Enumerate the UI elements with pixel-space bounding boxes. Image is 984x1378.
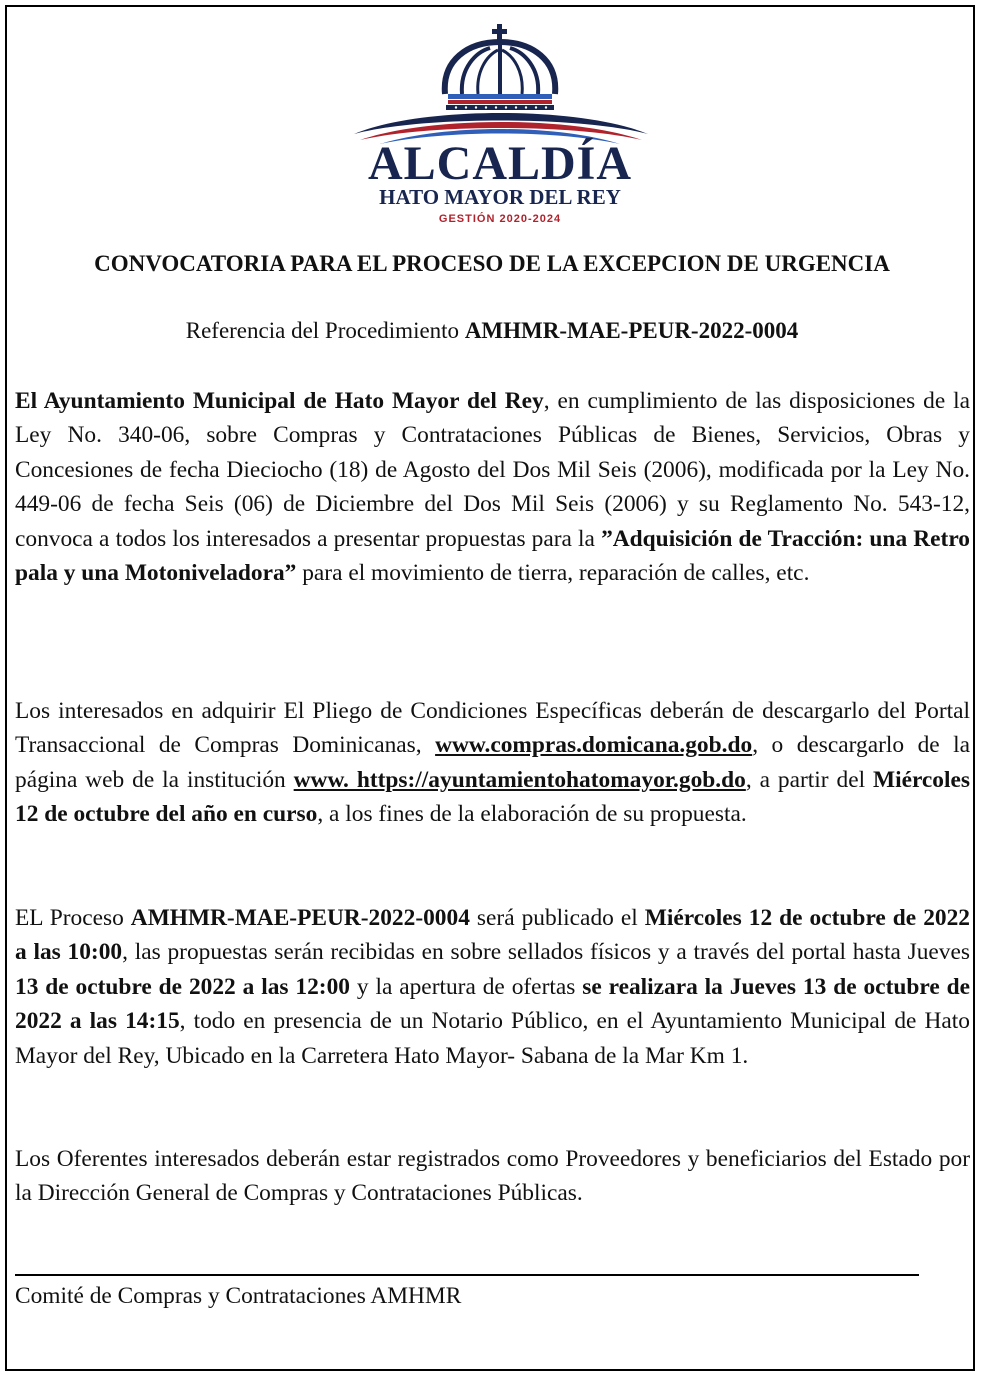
reference-label: Referencia del Procedimiento — [185, 318, 460, 343]
signature-committee: Comité de Compras y Contrataciones AMHMR — [15, 1283, 462, 1309]
procedure-reference — [12, 314, 972, 348]
schedule-text-3: , las propuestas serán recibidas en sobre sellados físicos y a través del portal hasta Jueves — [122, 939, 970, 966]
download-mid: , o descargarlo de la página web de la institución — [15, 732, 971, 793]
deadline-date: 13 de octubre de 2022 a las 12:00 — [15, 973, 350, 1000]
municipality-logo — [350, 20, 650, 235]
publish-date: Miércoles 12 de octubre de 2022 a las 10:00 — [15, 905, 970, 966]
download-text: Los interesados en adquirir El Pliego de Condiciones Específicas deberán de descargarlo del Portal Transaccional de Compras Dominicanas, — [15, 698, 970, 759]
download-mid2: , a partir del — [745, 766, 873, 793]
institution-link[interactable]: www. https://ayuntamientohatomayor.gob.do — [293, 766, 746, 793]
reference-code: AMHMR-MAE-PEUR-2022-0004 — [464, 318, 799, 343]
paragraph-convocation — [15, 384, 970, 590]
schedule-text-5: , todo en presencia de un Notario Público, en el Ayuntamiento Municipal de Hato Mayor del Rey, Ubicado en la Carretera Hato Mayor- Sabana de la Mar Km 1. — [15, 1008, 970, 1069]
document-title: CONVOCATORIA PARA EL PROCESO DE LA EXCEPCION DE URGENCIA — [94, 251, 890, 276]
logo-term: GESTIÓN 2020-2024 — [438, 213, 562, 225]
paragraph-download — [15, 694, 970, 832]
schedule-text-4: y la apertura de ofertas — [349, 973, 583, 1000]
paragraph-registration: Los Oferentes interesados deberán estar registrados como Proveedores y beneficiarios del Estado por la Dirección General de Compras y Contrataciones Públicas. — [15, 1146, 970, 1207]
schedule-text-1: EL Proceso — [15, 905, 131, 931]
entity-name: El Ayuntamiento Municipal de Hato Mayor del Rey — [15, 388, 544, 414]
download-date: Miércoles 12 de octubre del año en curso — [15, 766, 970, 828]
procurement-object: ”Adquisición de Tracción: una Retro pala y una Motoniveladora” — [15, 525, 970, 587]
logo-municipality: HATO MAYOR DEL REY — [379, 185, 621, 209]
schedule-text-2: será publicado el — [469, 905, 645, 931]
crown-icon — [350, 20, 650, 145]
convocation-text: , en cumplimiento de las disposiciones de la Ley No. 340-06, sobre Compras y Contrataciones Públicas de Bienes, Servicios, Obras y Concesiones de fecha Dieciocho (18) de Agosto del Dos Mil Seis (2006), modificada por la Ley No. 449-06 de fecha Seis (06) de Diciembre del Dos Mil Seis (2006) y su Reglamento No. 543-12, convoca a todos los interesados a presentar propuestas para la — [15, 388, 970, 552]
convocation-tail: para el movimiento de tierra, reparación de calles, etc. — [296, 560, 810, 587]
compras-link[interactable]: www.compras.domicana.gob.do — [435, 732, 753, 759]
download-tail: , a los fines de la elaboración de su propuesta. — [317, 801, 747, 828]
opening-date: se realizara la Jueves 13 de octubre de 2022 a las 14:15 — [15, 973, 970, 1035]
schedule-code: AMHMR-MAE-PEUR-2022-0004 — [130, 905, 470, 931]
signature-line — [15, 1274, 919, 1276]
paragraph-schedule — [15, 901, 970, 1073]
logo-title: ALCALDÍA — [367, 137, 633, 190]
